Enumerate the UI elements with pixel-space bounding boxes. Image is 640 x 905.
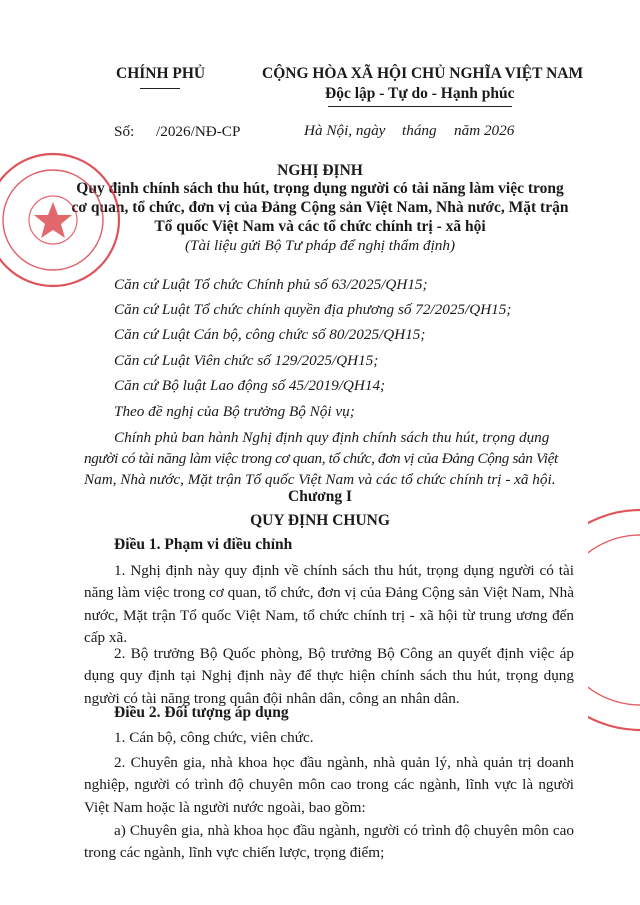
motto-underline	[328, 106, 512, 107]
article-2-para-3	[84, 820, 574, 865]
doc-type: NGHỊ ĐỊNH	[277, 162, 363, 179]
legal-basis-6: Theo đề nghị của Bộ trưởng Bộ Nội vụ;	[114, 403, 355, 420]
legal-basis-4: Căn cứ Luật Viên chức số 129/2025/QH15;	[114, 352, 379, 369]
article-1-para-2-text: 2. Bộ trưởng Bộ Quốc phòng, Bộ trưởng Bộ Công an quyết định việc áp dụng quy định tại Nghị định này để thực hiện chính sách thu hút, trọng dụng người có tài năng trong quân đội nhân dân, công an nhân dân.	[84, 645, 574, 707]
date-month: tháng	[402, 122, 437, 139]
preamble-line-3: Nam, Nhà nước, Mặt trận Tổ quốc Việt Nam và các tổ chức chính trị - xã hội.	[84, 471, 556, 488]
country-name: CỘNG HÒA XÃ HỘI CHỦ NGHĨA VIỆT NAM	[262, 65, 584, 82]
chapter-number: Chương I	[288, 488, 352, 505]
legal-basis-1: Căn cứ Luật Tổ chức Chính phủ số 63/2025/QH15;	[114, 276, 428, 293]
doc-number-value: /2026/NĐ-CP	[156, 123, 241, 140]
doc-title-line-1: Quy định chính sách thu hút, trọng dụng người có tài năng làm việc trong	[76, 180, 564, 197]
agency-underline	[140, 88, 180, 89]
legal-basis-2: Căn cứ Luật Tổ chức chính quyền địa phương số 72/2025/QH15;	[114, 301, 512, 318]
date-place: Hà Nội, ngày	[304, 122, 386, 139]
article-1-para-1	[84, 560, 574, 650]
seal-stamp-edge	[588, 505, 640, 735]
article-2-para-1: 1. Cán bộ, công chức, viên chức.	[114, 729, 314, 746]
chapter-name: QUY ĐỊNH CHUNG	[250, 512, 390, 529]
legal-basis-3: Căn cứ Luật Cán bộ, công chức số 80/2025/QH15;	[114, 326, 426, 343]
article-1-heading: Điều 1. Phạm vi điều chỉnh	[114, 536, 293, 553]
doc-title-line-3: Tổ quốc Việt Nam và các tổ chức chính trị - xã hội	[154, 218, 486, 235]
preamble-line-1: Chính phủ ban hành Nghị định quy định chính sách thu hút, trọng dụng	[114, 429, 550, 446]
legal-basis-5: Căn cứ Bộ luật Lao động số 45/2019/QH14;	[114, 377, 386, 394]
date-year: năm 2026	[454, 122, 515, 139]
article-2-para-3-text: a) Chuyên gia, nhà khoa học đầu ngành, người có trình độ chuyên môn cao trong các ngành, lĩnh vực chiến lược, trọng điểm;	[84, 822, 574, 862]
doc-number-label: Số:	[114, 123, 135, 140]
article-2-heading: Điều 2. Đối tượng áp dụng	[114, 704, 289, 721]
doc-note: (Tài liệu gửi Bộ Tư pháp để nghị thẩm định)	[184, 237, 456, 254]
preamble-line-2: người có tài năng làm việc trong cơ quan, tổ chức, đơn vị của Đảng Cộng sản Việt	[84, 450, 558, 467]
seal-stamp	[0, 145, 128, 295]
national-motto: Độc lập - Tự do - Hạnh phúc	[325, 85, 515, 102]
article-2-para-2-text: 2. Chuyên gia, nhà khoa học đầu ngành, nhà quản lý, nhà quản trị doanh nghiệp, người có trình độ chuyên môn cao trong các ngành, lĩnh vực là người Việt Nam hoặc là người nước ngoài, bao gồm:	[84, 754, 574, 816]
article-1-para-1-text: 1. Nghị định này quy định về chính sách thu hút, trọng dụng người có tài năng làm việc trong cơ quan, tổ chức, đơn vị của Đảng Cộng sản Việt Nam, Nhà nước, Mặt trận Tổ quốc Việt Nam, tổ chức chính trị - xã hội từ trung ương đến cấp xã.	[84, 562, 574, 647]
article-2-para-2	[84, 752, 574, 819]
article-1-para-2	[84, 643, 574, 710]
doc-title-line-2: cơ quan, tổ chức, đơn vị của Đảng Cộng sản Việt Nam, Nhà nước, Mặt trận	[71, 199, 569, 216]
agency-name: CHÍNH PHỦ	[116, 65, 206, 82]
